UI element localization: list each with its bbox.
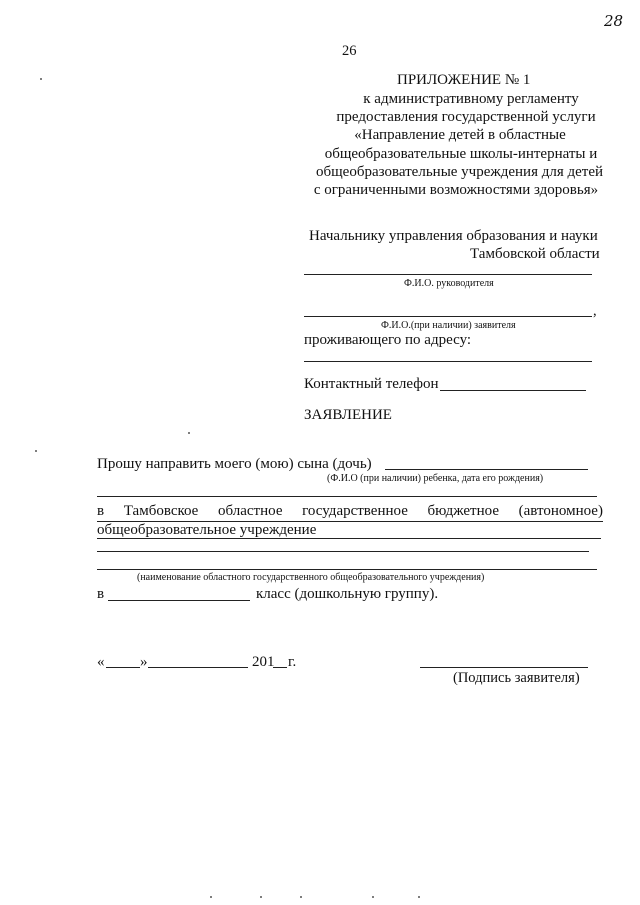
statement-heading: ЗАЯВЛЕНИЕ: [304, 407, 392, 423]
appendix-line: общеобразовательные школы-интернаты и: [324, 145, 598, 162]
address-line: [304, 361, 592, 362]
date-year-prefix: 201: [252, 654, 275, 670]
school-word: в: [97, 503, 105, 519]
scan-speck: [300, 896, 302, 898]
school-line-1: [97, 502, 603, 522]
request-text: Прошу направить моего (мою) сына (дочь): [97, 456, 372, 472]
scan-speck: [260, 896, 262, 898]
institution-caption: (наименование областного государственного общеобразовательного учреждения): [137, 572, 485, 583]
scan-speck: [210, 896, 212, 898]
phone-label: Контактный телефон: [304, 376, 439, 392]
page-number: 26: [342, 43, 357, 59]
addressee-line-1: Начальнику управления образования и науки: [309, 228, 598, 244]
institution-line-1: [97, 551, 589, 552]
applicant-name-line: [304, 316, 592, 317]
applicant-comma: ,: [593, 303, 597, 319]
appendix-title: ПРИЛОЖЕНИЕ № 1: [397, 72, 531, 88]
class-prefix: в: [97, 586, 105, 602]
school-line-2-underline: [97, 538, 601, 539]
scan-speck: [35, 450, 37, 452]
school-word: (автономное): [518, 503, 603, 519]
appendix-text: [300, 90, 602, 199]
phone-line: [440, 390, 586, 391]
applicant-name-caption: Ф.И.О.(при наличии) заявителя: [381, 320, 516, 331]
address-label: проживающего по адресу:: [304, 332, 472, 348]
appendix-line: предоставления государственной услуги: [336, 109, 596, 126]
date-close-quote: »: [140, 654, 148, 670]
head-name-caption: Ф.И.О. руководителя: [404, 278, 494, 289]
child-name-line: [385, 469, 588, 470]
child-caption: (Ф.И.О (при наличии) ребенка, дата его рождения): [327, 473, 544, 484]
appendix-line: с ограниченными возможностями здоровья»: [313, 182, 599, 199]
school-word: бюджетное: [427, 503, 499, 519]
date-year-suffix: г.: [288, 654, 297, 670]
scan-speck: [188, 432, 190, 434]
signature-caption: (Подпись заявителя): [453, 670, 580, 686]
scan-speck: [418, 896, 420, 898]
date-day-line: [106, 667, 140, 668]
date-year-line: [273, 667, 287, 668]
scan-speck: [40, 78, 42, 80]
appendix-line: к административному регламенту: [363, 91, 579, 107]
child-name-line-2: [97, 496, 597, 497]
class-text: класс (дошкольную группу).: [256, 586, 439, 602]
institution-line-2: [97, 569, 597, 570]
handwritten-page-number: 28: [604, 12, 624, 30]
head-name-line: [304, 274, 592, 275]
signature-line: [420, 667, 588, 668]
date-open-quote: «: [97, 654, 105, 670]
school-word: Тамбовское: [123, 503, 199, 519]
addressee-line-2: Тамбовской области: [470, 246, 600, 262]
school-line-2: общеобразовательное учреждение: [97, 522, 317, 538]
appendix-line: «Направление детей в областные: [354, 127, 566, 144]
class-line: [108, 600, 250, 601]
school-word: областное: [218, 503, 283, 519]
appendix-line: общеобразовательные учреждения для детей: [316, 163, 604, 180]
date-month-line: [148, 667, 248, 668]
school-word: государственное: [302, 503, 408, 519]
scan-speck: [372, 896, 374, 898]
